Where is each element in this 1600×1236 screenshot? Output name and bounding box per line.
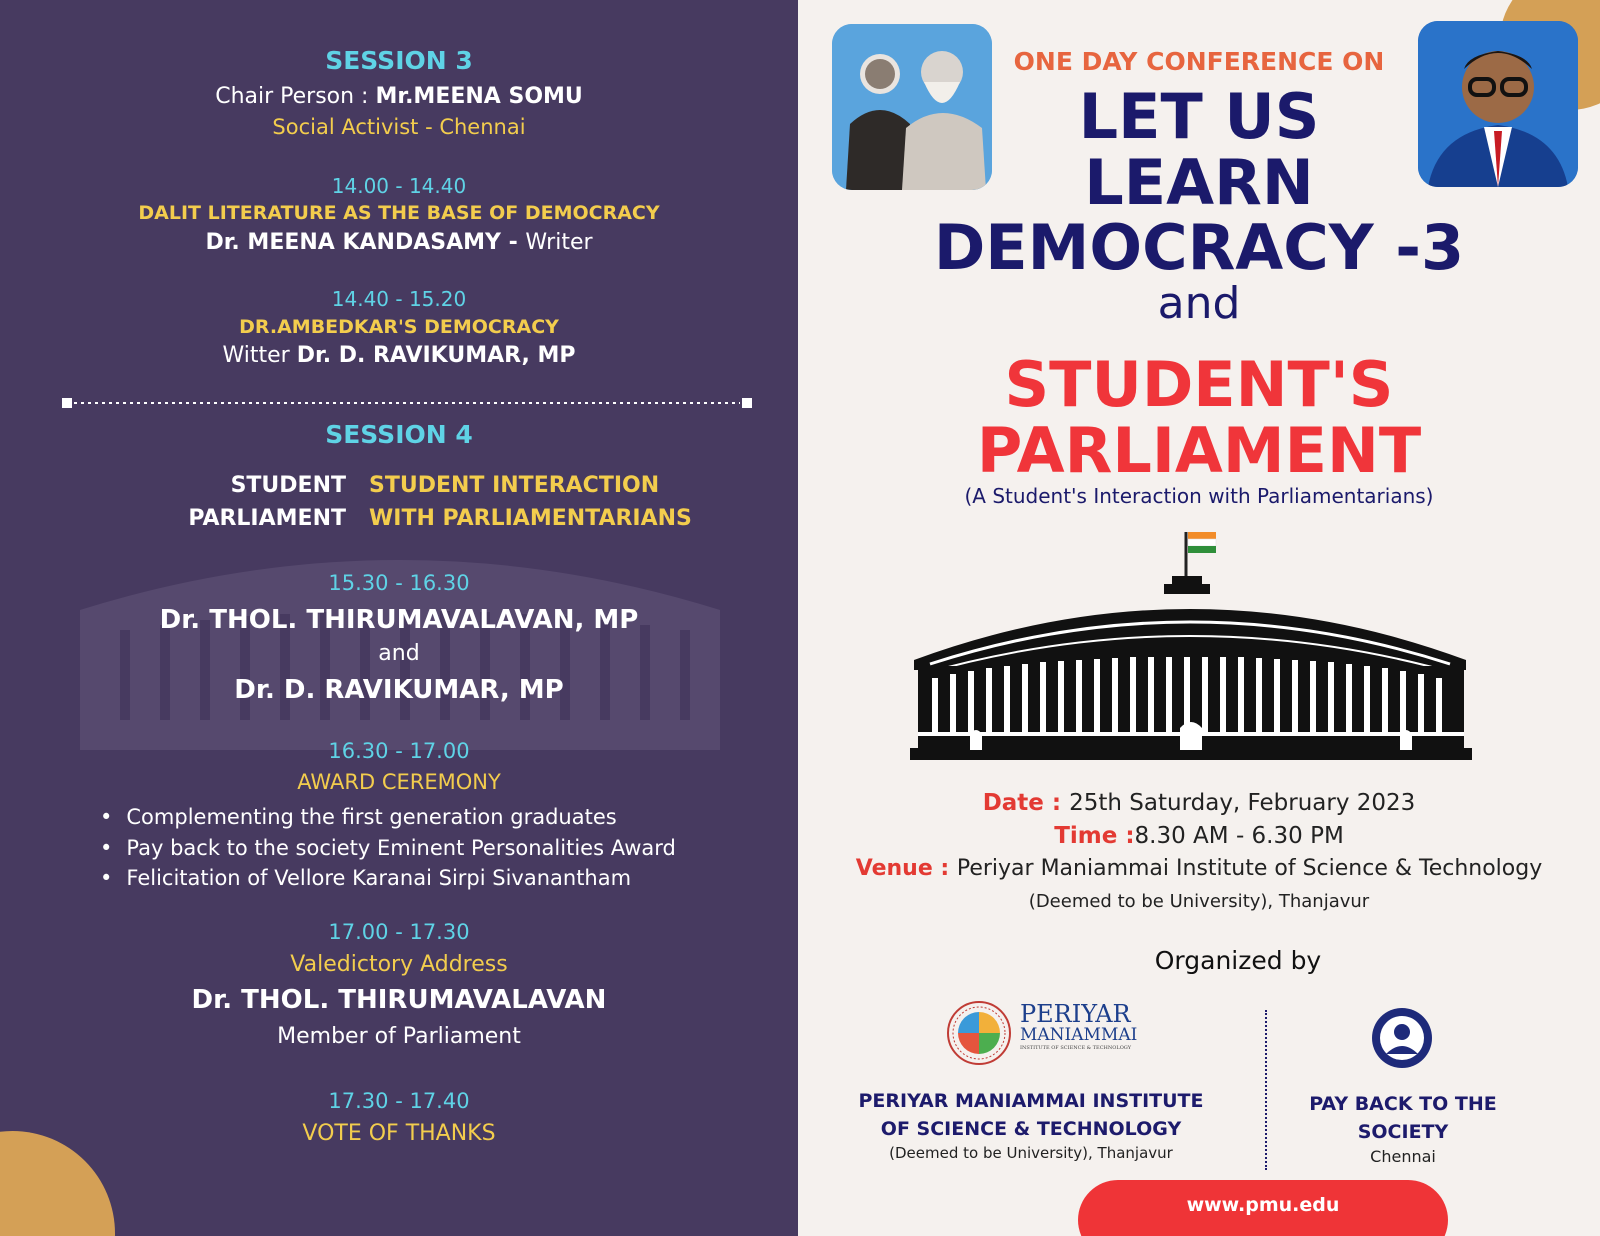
session-4-title-line2: WITH PARLIAMENTARIANS (369, 506, 692, 531)
org2-name-line1: PAY BACK TO THE (1309, 1093, 1497, 1115)
award-time: 16.30 - 17.00 (328, 739, 470, 763)
title-line3: DEMOCRACY -3 (933, 211, 1465, 284)
date-label: Date : (982, 790, 1070, 816)
valedictory-time: 17.00 - 17.30 (328, 920, 470, 944)
talk1-separator: - (500, 230, 526, 255)
talk2-speaker-name: Dr. D. RAVIKUMAR, MP (296, 343, 576, 368)
session-4-and: and (378, 641, 420, 666)
session-4-title-line1: STUDENT INTERACTION (369, 473, 660, 498)
date-value: 25th Saturday, February 2023 (1069, 790, 1416, 816)
pay-back-society-seal-icon (1370, 998, 1434, 1082)
valedictory-speaker: Dr. THOL. THIRUMAVALAVAN (191, 985, 607, 1015)
org2-name-line2: SOCIETY (1357, 1121, 1449, 1143)
pmist-logo-text (1020, 1002, 1137, 1052)
time-value: 8.30 AM - 6.30 PM (1134, 823, 1344, 849)
gold-corner-decoration (0, 1131, 115, 1236)
talk1-speaker (0, 230, 798, 255)
conference-poster-panel (798, 0, 1600, 1236)
program-schedule-panel (0, 0, 798, 1236)
title-and: and (1157, 278, 1241, 329)
session-4-label (0, 469, 346, 535)
session-4-heading: SESSION 4 (325, 420, 473, 449)
event-time (798, 823, 1600, 849)
subtitle-line1: STUDENT'S (1004, 348, 1394, 421)
pmist-logo-line3: INSTITUTE OF SCIENCE & TECHNOLOGY (1020, 1045, 1131, 1051)
tagline: (A Student's Interaction with Parliamentarians) (964, 484, 1434, 508)
dotted-divider (62, 398, 752, 408)
talk2-speaker (0, 343, 798, 368)
thanks-title: VOTE OF THANKS (302, 1121, 496, 1146)
talk1-topic: DALIT LITERATURE AS THE BASE OF DEMOCRACY (138, 202, 660, 224)
valedictory-role: Member of Parliament (277, 1024, 521, 1049)
parliament-watermark (40, 520, 760, 750)
pmist-logo-icon (946, 1000, 1012, 1066)
org2-sub: Chennai (1370, 1147, 1436, 1166)
session-4-label-line2: PARLIAMENT (188, 506, 346, 531)
pmist-logo-line1: PERIYAR (1020, 1000, 1131, 1028)
talk2-speaker-role: Witter (222, 343, 297, 368)
session-4-speaker2: Dr. D. RAVIKUMAR, MP (234, 675, 564, 705)
org-separator (1265, 1010, 1267, 1170)
time-label: Time : (1054, 823, 1135, 849)
org1-name-line1: PERIYAR MANIAMMAI INSTITUTE (858, 1090, 1204, 1112)
venue-label: Venue : (855, 856, 957, 881)
talk1-speaker-name: Dr. MEENA KANDASAMY (205, 230, 501, 255)
pmist-logo-line2: MANIAMMAI (1020, 1025, 1138, 1045)
org1-name-line2: OF SCIENCE & TECHNOLOGY (880, 1118, 1182, 1140)
chair-name: Mr.MEENA SOMU (375, 84, 583, 109)
org2-name (1298, 1090, 1508, 1168)
session-3-chair (0, 84, 798, 109)
website-link[interactable]: www.pmu.edu (1186, 1194, 1340, 1216)
kicker: ONE DAY CONFERENCE ON (1013, 47, 1385, 76)
award-title: AWARD CEREMONY (297, 770, 501, 794)
thanks-time: 17.30 - 17.40 (328, 1089, 470, 1113)
chair-role: Social Activist - Chennai (272, 115, 526, 139)
talk2-topic: DR.AMBEDKAR'S DEMOCRACY (239, 316, 559, 338)
indian-flag-icon (1188, 532, 1216, 539)
valedictory-title: Valedictory Address (290, 952, 508, 977)
talk2-time: 14.40 - 15.20 (331, 287, 467, 311)
award-item: • Felicitation of Vellore Karanai Sirpi Sivanantham (100, 863, 676, 894)
title-line2: LEARN (1084, 146, 1314, 219)
session-4-speaker1: Dr. THOL. THIRUMAVALAVAN, MP (159, 605, 639, 635)
talk1-time: 14.00 - 14.40 (331, 174, 467, 198)
session-4-title (369, 469, 692, 535)
venue-sub: (Deemed to be University), Thanjavur (1028, 891, 1370, 912)
title-line1: LET US (1078, 80, 1320, 153)
award-item: • Pay back to the society Eminent Personalities Award (100, 833, 676, 864)
org1-sub: (Deemed to be University), Thanjavur (889, 1144, 1173, 1162)
award-list (100, 802, 676, 894)
organized-by: Organized by (1154, 946, 1322, 975)
session-4-label-line1: STUDENT (230, 473, 346, 498)
parliament-building-icon (910, 528, 1472, 768)
chair-label: Chair Person : (215, 84, 376, 109)
event-date (798, 790, 1600, 816)
subtitle-line2: PARLIAMENT (976, 414, 1422, 487)
talk1-speaker-role: Writer (525, 230, 593, 255)
award-item: • Complementing the first generation graduates (100, 802, 676, 833)
venue-value: Periyar Maniammai Institute of Science & Technology (956, 856, 1543, 881)
org1-name (856, 1087, 1206, 1163)
session-4-time: 15.30 - 16.30 (328, 571, 470, 595)
event-venue (798, 856, 1600, 881)
session-3-heading: SESSION 3 (325, 46, 473, 75)
